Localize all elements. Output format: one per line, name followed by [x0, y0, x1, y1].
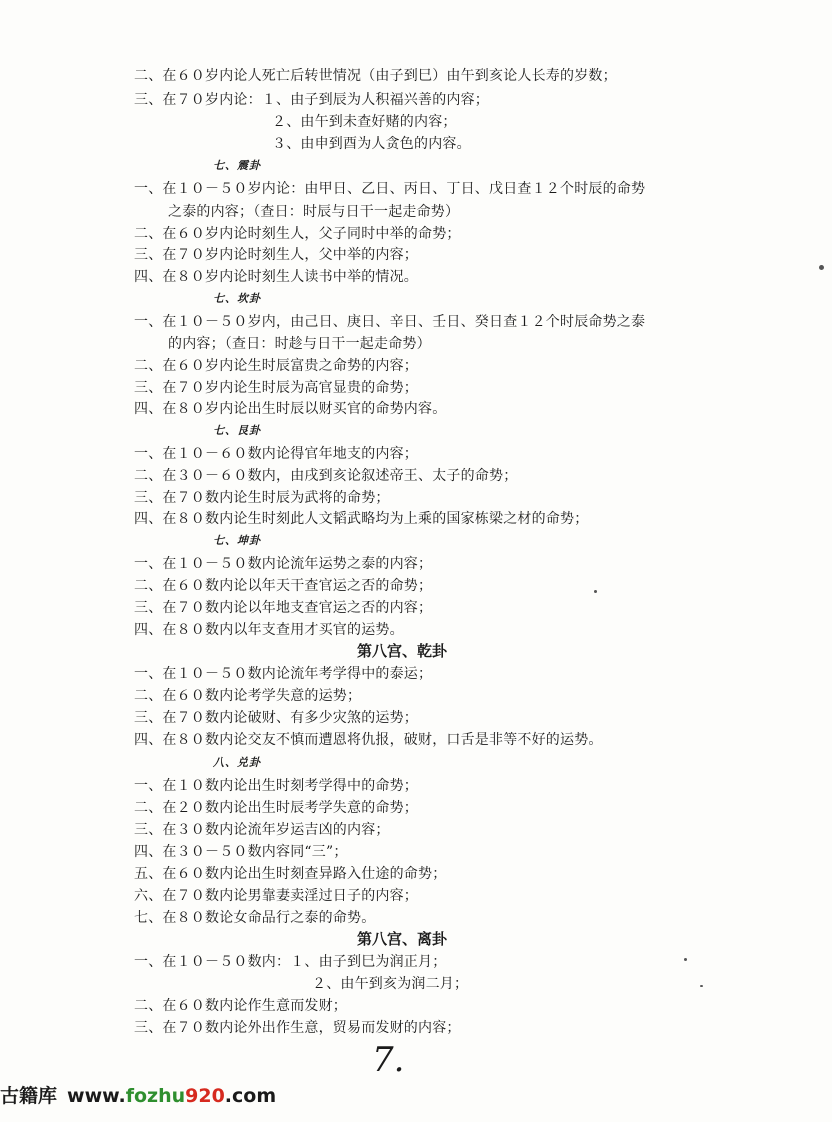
scan-speck — [819, 265, 824, 270]
text-line: 二、在６０数内论考学失意的运势； — [134, 688, 362, 704]
section-heading: 七、坤卦 — [213, 534, 261, 547]
text-line: 二、在２０数内论出生时辰考学失意的命势； — [134, 800, 418, 816]
text-line: 四、在８０数内论生时刻此人文韬武略均为上乘的国家栋梁之材的命势； — [134, 511, 589, 527]
text-line: 一、在１０数内论出生时刻考学得中的命势； — [134, 778, 418, 794]
text-line: 四、在８０岁内论时刻生人读书中举的情况。 — [134, 269, 418, 285]
text-line: 的内容；（查日：时趁与日干一起走命势） — [168, 336, 431, 352]
text-line: 一、在１０－５０岁内论：由甲日、乙日、丙日、丁日、戊日查１２个时辰的命势 — [134, 181, 646, 197]
text-line: 三、在３０数内论流年岁运吉凶的内容； — [134, 822, 390, 838]
text-line: 三、在７０数内论生时辰为武将的命势； — [134, 490, 390, 506]
watermark-site-part-a: fozhu — [125, 1085, 186, 1107]
text-line: 四、在８０数内以年支查用才买官的运势。 — [134, 622, 404, 638]
chapter-heading: 第八宫、乾卦 — [357, 642, 448, 660]
text-line: 四、在８０数内论交友不慎而遭恩将仇报，破财，口舌是非等不好的运势。 — [134, 732, 603, 748]
section-heading: 七、震卦 — [213, 159, 261, 172]
page-number: 7. — [372, 1040, 405, 1080]
scan-speck — [700, 985, 703, 987]
text-line: 四、在８０岁内论出生时辰以财买官的命势内容。 — [134, 401, 447, 417]
text-line: 之泰的内容；（查日：时辰与日干一起走命势） — [168, 204, 460, 220]
watermark-site-part-b: 920 — [185, 1085, 225, 1107]
text-line: 三、在７０数内论破财、有多少灾煞的运势； — [134, 710, 418, 726]
text-line: 二、在６０岁内论人死亡后转世情况（由子到巳）由午到亥论人长寿的岁数； — [134, 68, 617, 84]
scan-speck — [594, 590, 597, 593]
text-line: 七、在８０数论女命品行之泰的命势。 — [134, 910, 376, 926]
section-heading: 七、坎卦 — [213, 292, 261, 305]
chapter-heading: 第八宫、离卦 — [357, 930, 448, 948]
text-line: 二、在６０岁内论生时辰富贵之命势的内容； — [134, 358, 418, 374]
text-line: 六、在７０数内论男靠妻卖淫过日子的内容； — [134, 888, 418, 904]
watermark-site-suffix: .com — [224, 1085, 277, 1107]
text-line: 一、在１０－６０数内论得官年地支的内容； — [134, 446, 418, 462]
text-line: 三、在７０岁内论：１、由子到辰为人积福兴善的内容； — [134, 92, 489, 108]
text-line: 一、在１０－５０数内论流年考学得中的泰运； — [134, 666, 433, 682]
text-line: 三、在７０数内论以年地支查官运之否的内容； — [134, 600, 433, 616]
text-line: ２、由午到亥为润二月； — [312, 976, 469, 992]
text-line: 一、在１０－５０岁内，由己日、庚日、辛日、壬日、癸日查１２个时辰命势之泰 — [134, 314, 646, 330]
text-line: 三、在７０数内论外出作生意，贸易而发财的内容； — [134, 1020, 461, 1036]
text-line: 二、在３０－６０数内，由戌到亥论叙述帝王、太子的命势； — [134, 468, 518, 484]
text-line: ３、由申到酉为人贪色的内容。 — [272, 136, 471, 152]
watermark-site-prefix: www. — [67, 1085, 126, 1107]
watermark — [0, 1084, 276, 1108]
text-line: ２、由午到未查好赌的内容； — [272, 114, 457, 130]
text-line: 二、在６０岁内论时刻生人，父子同时中举的命势； — [134, 226, 461, 242]
text-line: 五、在６０数内论出生时刻查异路入仕途的命势； — [134, 866, 447, 882]
section-heading: 八、兑卦 — [213, 756, 261, 769]
text-line: 二、在６０数内论作生意而发财； — [134, 998, 347, 1014]
text-line: 三、在７０岁内论生时辰为高官显贵的命势； — [134, 380, 418, 396]
watermark-label: 古籍库 — [0, 1085, 58, 1107]
text-line: 三、在７０岁内论时刻生人，父中举的内容； — [134, 247, 418, 263]
scan-speck — [684, 958, 687, 961]
text-line: 一、在１０－５０数内论流年运势之泰的内容； — [134, 556, 433, 572]
text-line: 二、在６０数内论以年天干查官运之否的命势； — [134, 578, 433, 594]
watermark-site[interactable] — [67, 1085, 276, 1107]
section-heading: 七、艮卦 — [213, 424, 261, 437]
text-line: 一、在１０－５０数内：１、由子到巳为润正月； — [134, 954, 447, 970]
text-line: 四、在３０－５０数内容同“三”； — [134, 844, 348, 860]
